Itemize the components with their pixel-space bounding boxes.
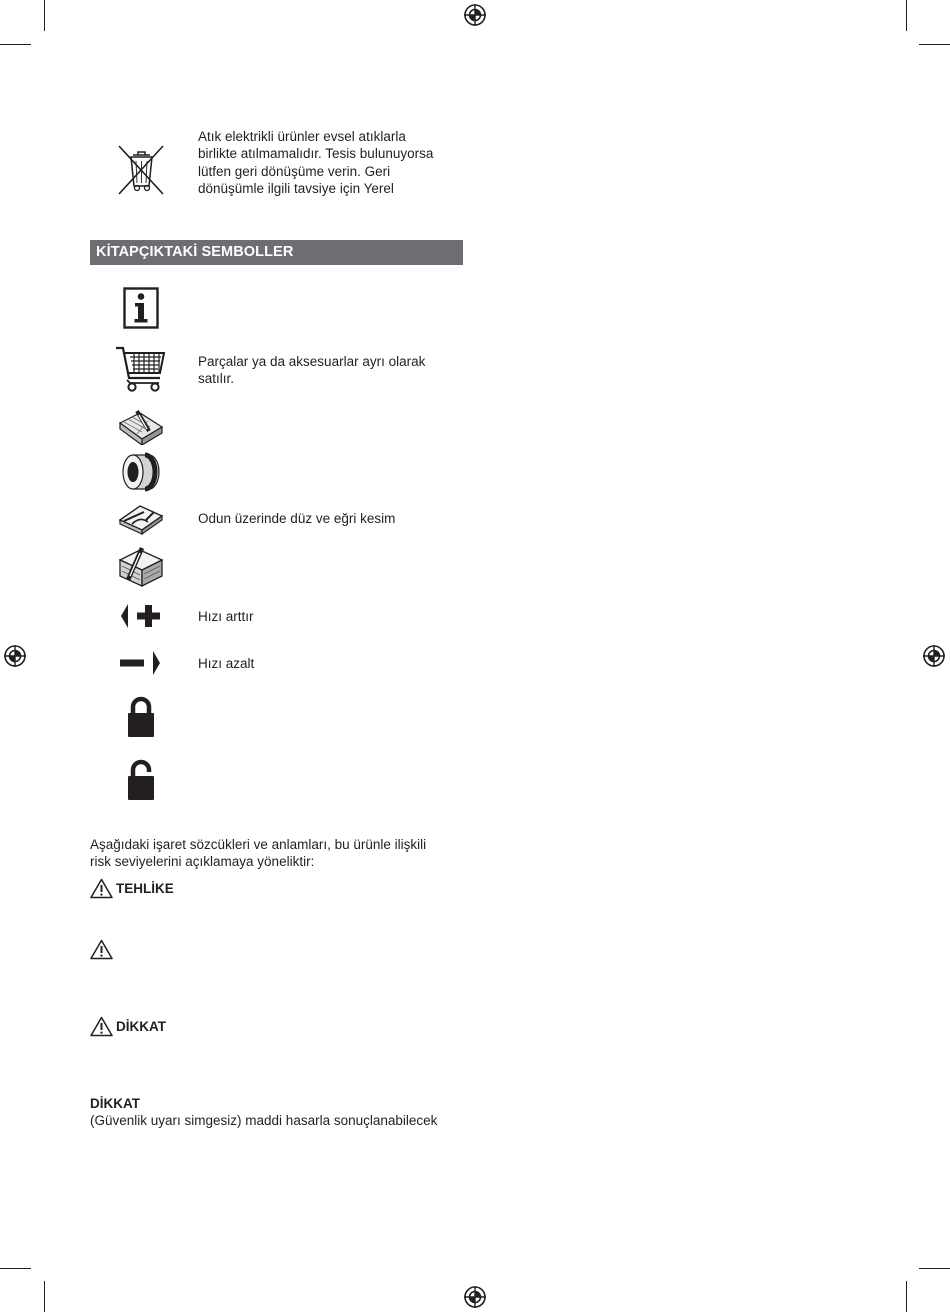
- board-cut-icon: [118, 546, 164, 588]
- danger-label: TEHLİKE: [116, 881, 174, 896]
- intro-line: risk seviyelerini açıklamaya yöneliktir:: [90, 854, 315, 870]
- notice-title: DİKKAT: [90, 1096, 140, 1111]
- weee-notice: [198, 128, 463, 198]
- warning-triangle-icon: [90, 1016, 113, 1037]
- registration-mark-icon: [463, 1285, 487, 1309]
- caution-label: DİKKAT: [116, 1019, 166, 1034]
- warning-triangle-icon: [90, 878, 113, 899]
- symbol-description: [198, 353, 463, 388]
- registration-mark-icon: [922, 644, 946, 668]
- pipe-cut-icon: [119, 452, 163, 492]
- wood-cut-icon: [118, 407, 164, 445]
- crop-mark: [0, 1268, 31, 1269]
- crop-mark: [906, 1281, 907, 1312]
- shopping-cart-icon: [115, 345, 167, 393]
- warning-signal: [90, 939, 113, 960]
- symbol-text-line: satılır.: [198, 371, 235, 387]
- intro-line: Aşağıdaki işaret sözcükleri ve anlamları, bu ürünle ilişkili: [90, 837, 427, 852]
- straight-curve-cut-icon: [118, 500, 164, 536]
- symbol-description: Hızı arttır: [198, 609, 254, 624]
- info-icon: [123, 287, 159, 329]
- weee-line: birlikte atılmamalıdır. Tesis bulunuyorsa: [198, 146, 434, 162]
- caution-signal: [90, 1016, 166, 1037]
- crop-mark: [0, 44, 31, 45]
- crop-mark: [919, 44, 950, 45]
- lock-icon: [126, 696, 156, 738]
- signal-words-intro: [90, 836, 463, 871]
- registration-mark-icon: [3, 644, 27, 668]
- weee-line: lütfen geri dönüşüme verin. Geri: [198, 163, 391, 179]
- notice-block: [90, 1095, 470, 1130]
- symbol-text-line: Parçalar ya da aksesuarlar ayrı olarak: [198, 354, 426, 369]
- section-heading: KİTAPÇIKTAKİ SEMBOLLER: [90, 240, 463, 265]
- unlock-icon: [126, 759, 156, 801]
- danger-signal: [90, 878, 174, 899]
- notice-text: (Güvenlik uyarı simgesiz) maddi hasarla sonuçlanabilecek: [90, 1113, 438, 1129]
- crossed-bin-icon: [116, 143, 166, 197]
- crop-mark: [44, 0, 45, 31]
- crop-mark: [906, 0, 907, 31]
- speed-increase-icon: [119, 603, 163, 629]
- symbol-description: Odun üzerinde düz ve eğri kesim: [198, 511, 396, 526]
- symbol-description: Hızı azalt: [198, 656, 255, 671]
- weee-line: dönüşümle ilgili tavsiye için Yerel: [198, 181, 394, 197]
- crop-mark: [44, 1281, 45, 1312]
- warning-triangle-icon: [90, 939, 113, 960]
- weee-line: Atık elektrikli ürünler evsel atıklarla: [198, 129, 406, 144]
- registration-mark-icon: [463, 3, 487, 27]
- crop-mark: [919, 1268, 950, 1269]
- speed-decrease-icon: [119, 650, 163, 676]
